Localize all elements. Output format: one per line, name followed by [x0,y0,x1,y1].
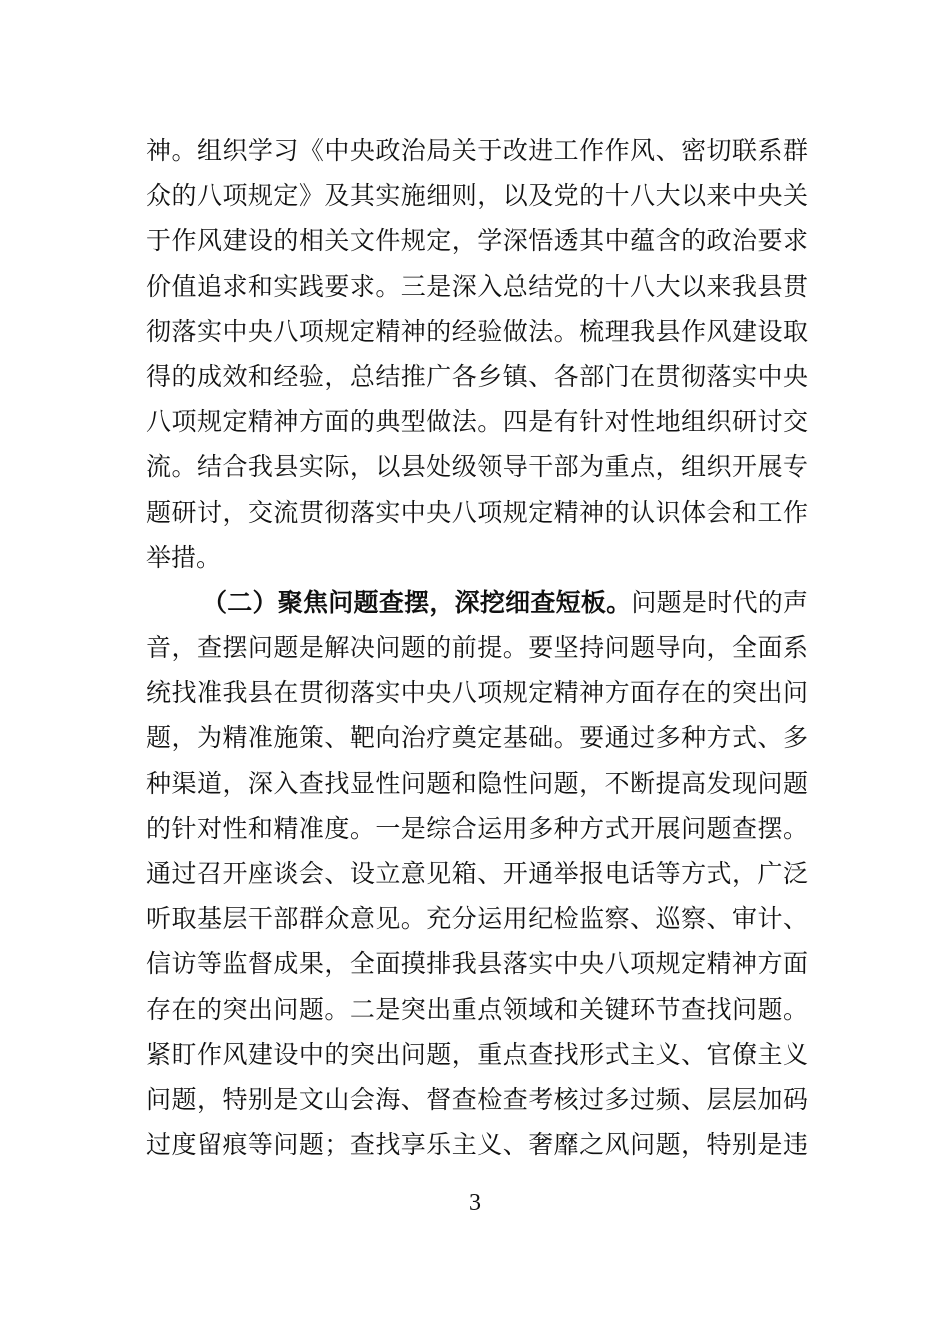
section-heading: （二）聚焦问题查摆，深挖细查短板。 [202,587,632,617]
text-line: 神。组织学习《中央政治局关于改进工作作风、密切联系群 [146,136,808,165]
text-line: 过度留痕等问题；查找享乐主义、奢靡之风问题，特别是违 [146,1130,808,1160]
text-line: 八项规定精神方面的典型做法。四是有针对性地组织研讨交 [146,407,808,437]
text-line: 流。结合我县实际，以县处级领导干部为重点，组织开展专 [146,452,808,482]
text-line: 通过召开座谈会、设立意见箱、开通举报电话等方式，广泛 [146,859,808,888]
text-line: 信访等监督成果，全面摸排我县落实中央八项规定精神方面 [146,949,808,979]
text-line: 统找准我县在贯彻落实中央八项规定精神方面存在的突出问 [146,678,808,708]
text-line: 音，查摆问题是解决问题的前提。要坚持问题导向，全面系 [146,633,808,663]
text-line: 彻落实中央八项规定精神的经验做法。梳理我县作风建设取 [146,316,808,346]
text-line: 价值追求和实践要求。三是深入总结党的十八大以来我县贯 [146,271,808,301]
text-line: 题，为精准施策、靶向治疗奠定基础。要通过多种方式、多 [146,723,808,753]
section-heading-line [146,580,808,625]
text-line: 存在的突出问题。二是突出重点领域和关键环节查找问题。 [146,994,808,1024]
page-number: 3 [469,1190,481,1216]
text-line: 举措。 [146,542,222,572]
text-line: 众的八项规定》及其实施细则，以及党的十八大以来中央关 [146,181,808,211]
body-text [146,128,808,1167]
text-line: 问题，特别是文山会海、督查检查考核过多过频、层层加码 [146,1084,808,1114]
text-line: 种渠道，深入查找显性问题和隐性问题，不断提高发现问题 [146,768,808,798]
section-heading-rest: 问题是时代的声 [631,587,808,617]
text-line: 的针对性和精准度。一是综合运用多种方式开展问题查摆。 [146,813,808,843]
text-line: 题研讨，交流贯彻落实中央八项规定精神的认识体会和工作 [146,497,808,527]
text-line: 听取基层干部群众意见。充分运用纪检监察、巡察、审计、 [146,904,808,934]
text-line: 紧盯作风建设中的突出问题，重点查找形式主义、官僚主义 [146,1039,808,1069]
text-line: 于作风建设的相关文件规定，学深悟透其中蕴含的政治要求 [146,226,808,256]
text-line: 得的成效和经验，总结推广各乡镇、各部门在贯彻落实中央 [146,361,808,391]
